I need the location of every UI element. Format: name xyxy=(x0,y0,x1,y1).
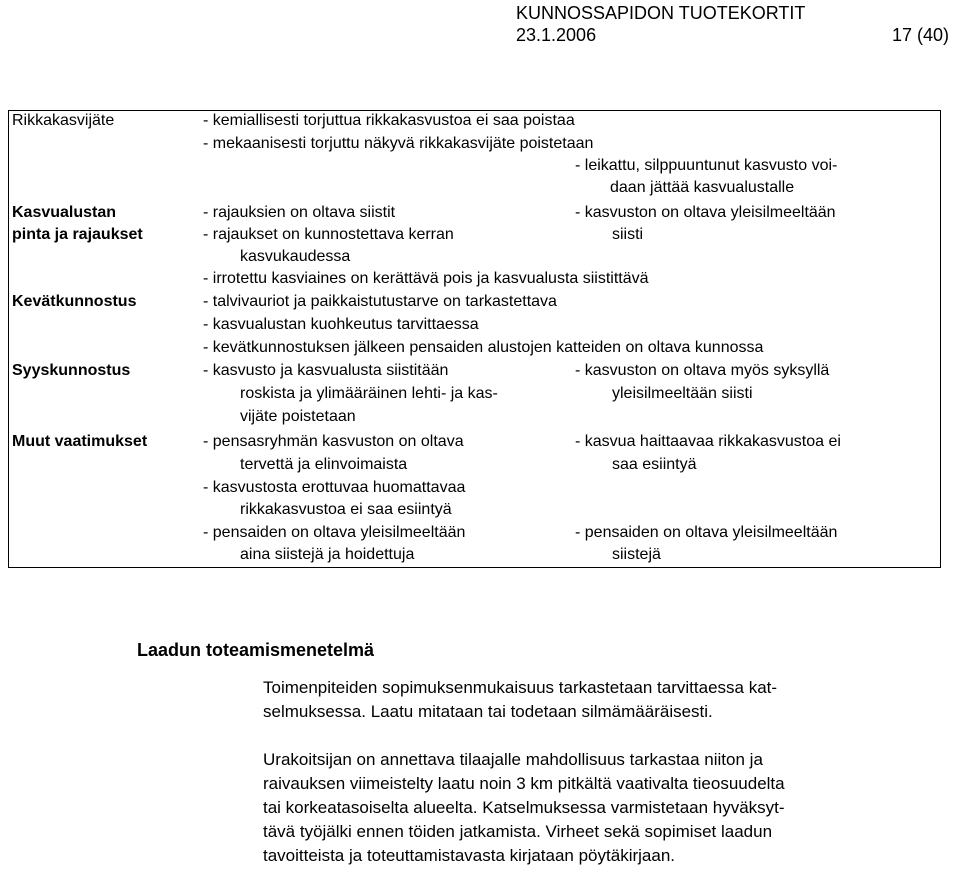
row5-left-5: - pensaiden on oltava yleisilmeeltään xyxy=(203,524,466,541)
row3-left-1: - talvivauriot ja paikkaistutustarve on tarkastettava xyxy=(203,293,557,310)
row-label-syyskunnostus: Syyskunnostus xyxy=(12,362,131,379)
row-label-rikkakasvijate: Rikkakasvijäte xyxy=(12,112,115,129)
document-date: 23.1.2006 xyxy=(516,25,597,45)
row5-right-1: - kasvua haittaavaa rikkakasvustoa ei xyxy=(575,433,841,450)
row1-left-2: - mekaanisesti torjuttu näkyvä rikkakasvijäte poistetaan xyxy=(203,135,594,152)
row5-left-6: aina siistejä ja hoidettuja xyxy=(240,546,415,563)
row4-left-1: - kasvusto ja kasvualusta siistitään xyxy=(203,362,449,379)
row5-right-2: saa esiintyä xyxy=(612,456,697,473)
paragraph-2-line-3: tai korkeatasoiselta alueelta. Katselmuksessa varmistetaan hyväksyt- xyxy=(263,798,785,817)
row2-left-1: - rajauksien on oltava siistit xyxy=(203,204,396,221)
table-border-right xyxy=(940,110,941,568)
row4-left-2: roskista ja ylimääräinen lehti- ja kas- xyxy=(240,385,498,402)
document-title: KUNNOSSAPIDON TUOTEKORTIT xyxy=(516,3,806,23)
table-border-bottom xyxy=(8,567,941,568)
row-label-kasvualustan: Kasvualustan xyxy=(12,204,117,221)
row2-full: - irrotettu kasviaines on kerättävä pois ja kasvualusta siistittävä xyxy=(203,270,649,287)
row5-right-3: - pensaiden on oltava yleisilmeeltään xyxy=(575,524,838,541)
paragraph-2-line-2: raivauksen viimeistelty laatu noin 3 km pitkältä vaativalta tieosuudelta xyxy=(263,774,785,793)
row5-left-2: tervettä ja elinvoimaista xyxy=(240,456,408,473)
row-label-muut-vaatimukset: Muut vaatimukset xyxy=(12,433,148,450)
paragraph-2-line-5: tavoitteista ja toteuttamistavasta kirjataan pöytäkirjaan. xyxy=(263,846,675,865)
row1-right-2: daan jättää kasvualustalle xyxy=(610,179,795,196)
paragraph-2-line-1: Urakoitsijan on annettava tilaajalle mahdollisuus tarkastaa niiton ja xyxy=(263,750,763,769)
row4-right-1: - kasvuston on oltava myös syksyllä xyxy=(575,362,830,379)
row-label-kevatkunnostus: Kevätkunnostus xyxy=(12,293,137,310)
row5-left-4: rikkakasvustoa ei saa esiintyä xyxy=(240,501,452,518)
row2-right-2: siisti xyxy=(612,226,644,243)
row5-left-3: - kasvustosta erottuvaa huomattavaa xyxy=(203,479,466,496)
row5-left-1: - pensasryhmän kasvuston on oltava xyxy=(203,433,464,450)
section-heading: Laadun toteamismenetelmä xyxy=(137,640,375,660)
row2-left-2: - rajaukset on kunnostettava kerran xyxy=(203,226,454,243)
row4-right-2: yleisilmeeltään siisti xyxy=(612,385,753,402)
row1-right-1: - leikattu, silppuuntunut kasvusto voi- xyxy=(575,157,838,174)
row1-left-1: - kemiallisesti torjuttua rikkakasvustoa ei saa poistaa xyxy=(203,112,575,129)
paragraph-2-line-4: tävä työjälki ennen töiden jatkamista. Virheet sekä sopimiset laadun xyxy=(263,822,773,841)
row-label-pinta-ja-rajaukset: pinta ja rajaukset xyxy=(12,226,143,243)
row2-right-1: - kasvuston on oltava yleisilmeeltään xyxy=(575,204,836,221)
row4-left-3: vijäte poistetaan xyxy=(240,408,356,425)
paragraph-1-line-2: selmuksessa. Laatu mitataan tai todetaan silmämääräisesti. xyxy=(263,702,713,721)
row3-left-3: - kevätkunnostuksen jälkeen pensaiden alustojen katteiden on oltava kunnossa xyxy=(203,339,764,356)
row5-right-4: siistejä xyxy=(612,546,661,563)
table-border-left xyxy=(8,110,9,568)
paragraph-1-line-1: Toimenpiteiden sopimuksenmukaisuus tarkastetaan tarvittaessa kat- xyxy=(263,678,778,697)
row3-left-2: - kasvualustan kuohkeutus tarvittaessa xyxy=(203,316,479,333)
row2-left-3: kasvukaudessa xyxy=(240,248,351,265)
page-number: 17 (40) xyxy=(892,25,950,45)
